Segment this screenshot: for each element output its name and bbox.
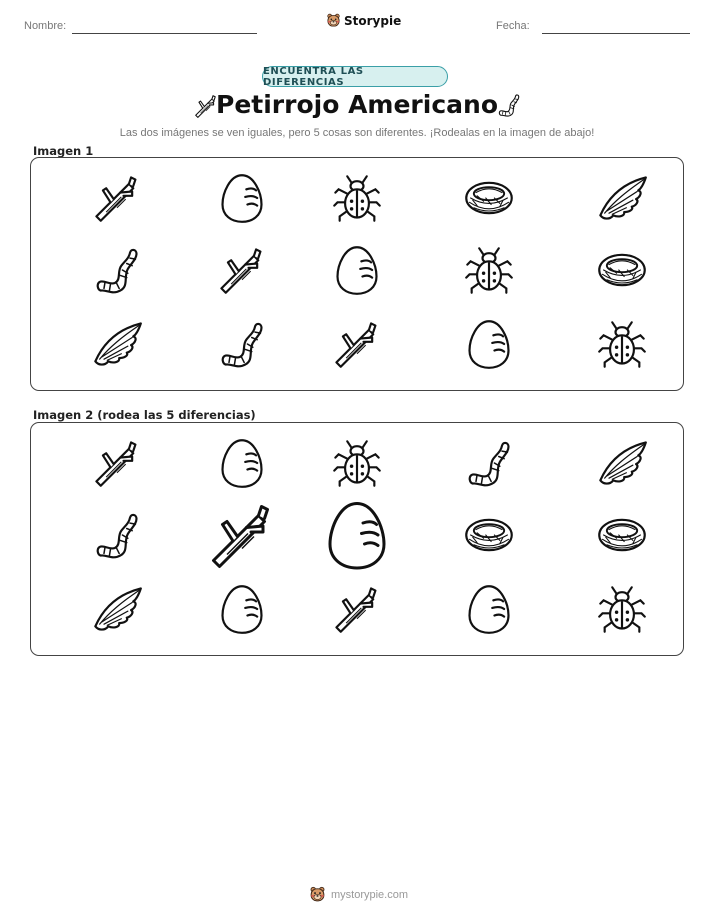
name-line[interactable] — [72, 33, 257, 34]
egg-icon[interactable] — [216, 437, 268, 489]
egg-icon — [216, 172, 268, 224]
worm-icon — [91, 244, 143, 296]
wing-icon — [596, 172, 648, 224]
beetle-icon — [331, 172, 383, 224]
egg-icon[interactable] — [463, 583, 515, 635]
beetle-icon[interactable] — [596, 583, 648, 635]
instructions: Las dos imágenes se ven iguales, pero 5 cosas son diferentes. ¡Rodealas en la imagen de abajo! — [119, 127, 595, 139]
egg-icon[interactable] — [321, 499, 393, 571]
twig-icon[interactable] — [91, 437, 143, 489]
activity-badge: ENCUENTRA LAS DIFERENCIAS — [262, 66, 448, 87]
footer-url[interactable]: mystorypie.com — [331, 888, 409, 901]
wing-icon — [91, 318, 143, 370]
nest-icon — [596, 244, 648, 296]
egg-icon[interactable] — [216, 583, 268, 635]
beetle-icon — [463, 244, 515, 296]
egg-icon — [463, 318, 515, 370]
twig-icon[interactable] — [331, 583, 383, 635]
wing-icon[interactable] — [91, 583, 143, 635]
date-label: Fecha: — [496, 20, 530, 32]
twig-icon[interactable] — [206, 499, 278, 571]
image1-panel — [30, 157, 684, 391]
worm-icon — [496, 91, 522, 119]
twig-icon — [216, 244, 268, 296]
beetle-icon — [596, 318, 648, 370]
footer — [309, 886, 408, 903]
nest-icon — [463, 172, 515, 224]
image2-panel[interactable] — [30, 422, 684, 656]
nest-icon[interactable] — [463, 509, 515, 561]
brand-name: Storypie — [344, 13, 402, 28]
beetle-icon[interactable] — [331, 437, 383, 489]
worm-icon — [216, 318, 268, 370]
twig-icon — [91, 172, 143, 224]
storypie-bear-logo-icon — [326, 13, 341, 28]
image2-label: Imagen 2 (rodea las 5 diferencias) — [33, 408, 256, 422]
wing-icon[interactable] — [596, 437, 648, 489]
brand-logo — [326, 13, 401, 28]
image1-label: Imagen 1 — [33, 144, 94, 158]
nest-icon[interactable] — [596, 509, 648, 561]
storypie-bear-logo-icon — [309, 886, 326, 903]
date-line[interactable] — [542, 33, 690, 34]
worm-icon[interactable] — [91, 509, 143, 561]
egg-icon — [331, 244, 383, 296]
worm-icon[interactable] — [463, 437, 515, 489]
page-title: Petirrojo Americano — [216, 90, 498, 119]
name-label: Nombre: — [24, 20, 67, 32]
twig-icon — [331, 318, 383, 370]
